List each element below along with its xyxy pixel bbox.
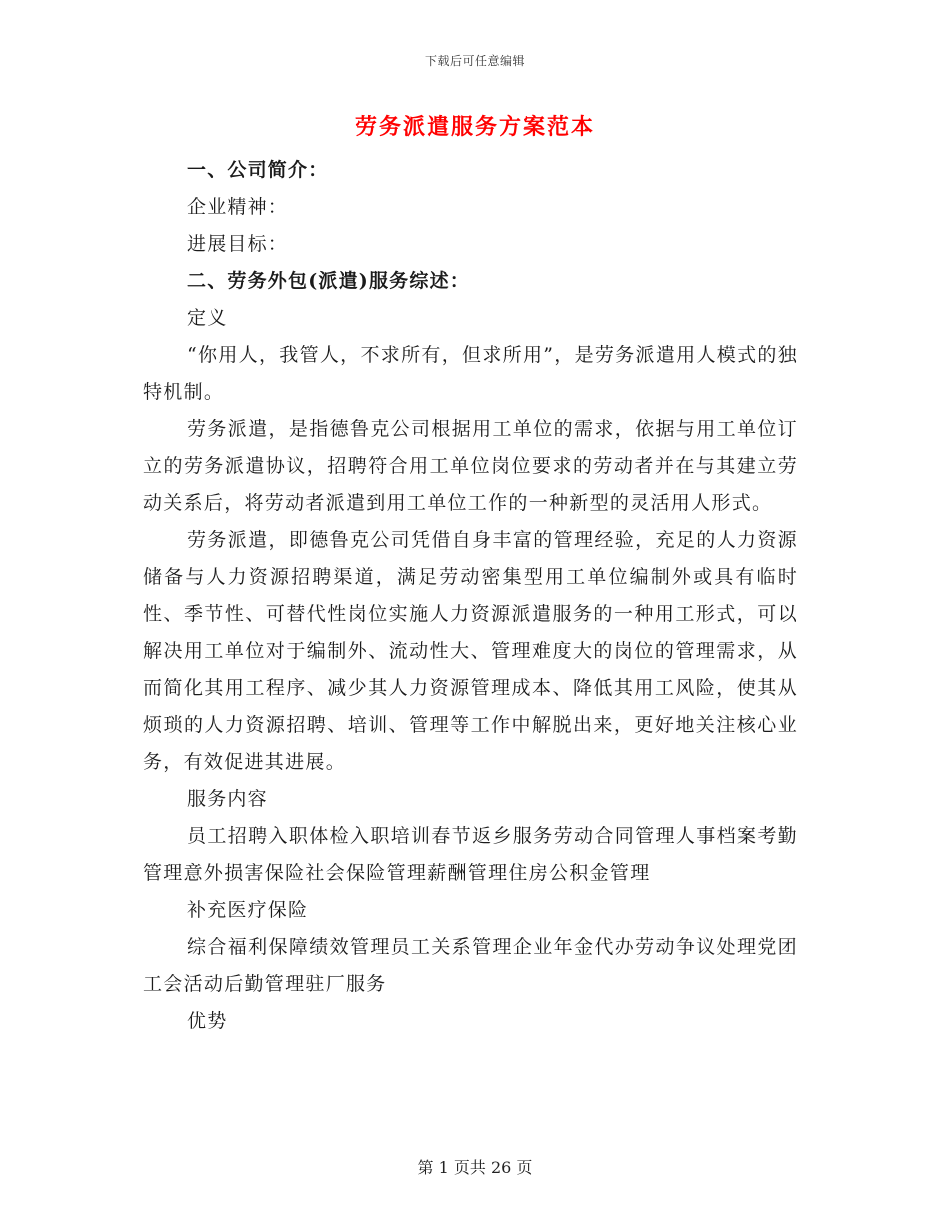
section-heading-overview: 二、劳务外包(派遣)服务综述： <box>187 270 470 292</box>
label-definition: 定义 <box>187 307 228 329</box>
section-heading-company: 一、公司简介： <box>187 159 329 181</box>
paragraph-description: 劳务派遣，即德鲁克公司凭借自身丰富的管理经验，充足的人力资源储备与人力资源招聘渠道，满足劳动密集型用工单位编制外或具有临时性、季节性、可替代性岗位实施人力资源派遣服务的一种用工形式，可以解决用工单位对于编制外、流动性大、管理难度大的岗位的管理需求，从而简化其用工程序、减少其人力资源管理成本、降低其用工风险，使其从烦琐的人力资源招聘、培训、管理等工作中解脱出来，更好地关注核心业务，有效促进其进展。 <box>143 529 798 773</box>
paragraph-definition: 劳务派遣，是指德鲁克公司根据用工单位的需求，依据与用工单位订立的劳务派遣协议，招聘符合用工单位岗位要求的劳动者并在与其建立劳动关系后，将劳动者派遣到用工单位工作的一种新型的灵活用人形式。 <box>143 418 798 514</box>
label-supplementary-medical: 补充医疗保险 <box>187 899 309 921</box>
header-note: 下载后可任意编辑 <box>424 54 525 68</box>
document-body <box>143 152 798 1040</box>
label-development-goal: 进展目标： <box>187 233 289 255</box>
paragraph-service-list-2: 综合福利保障绩效管理员工关系管理企业年金代办劳动争议处理党团工会活动后勤管理驻厂服务 <box>143 936 798 995</box>
label-enterprise-spirit: 企业精神： <box>187 196 289 218</box>
paragraph-service-list-1: 员工招聘入职体检入职培训春节返乡服务劳动合同管理人事档案考勤管理意外损害保险社会保险管理薪酬管理住房公积金管理 <box>143 825 798 884</box>
paragraph-slogan: “你用人，我管人，不求所有，但求所用”，是劳务派遣用人模式的独特机制。 <box>143 344 798 403</box>
label-service-content: 服务内容 <box>187 788 268 810</box>
label-advantage: 优势 <box>187 1010 228 1032</box>
page-footer: 第 1 页共 26 页 <box>417 1158 533 1177</box>
page-title: 劳务派遣服务方案范本 <box>354 114 595 140</box>
